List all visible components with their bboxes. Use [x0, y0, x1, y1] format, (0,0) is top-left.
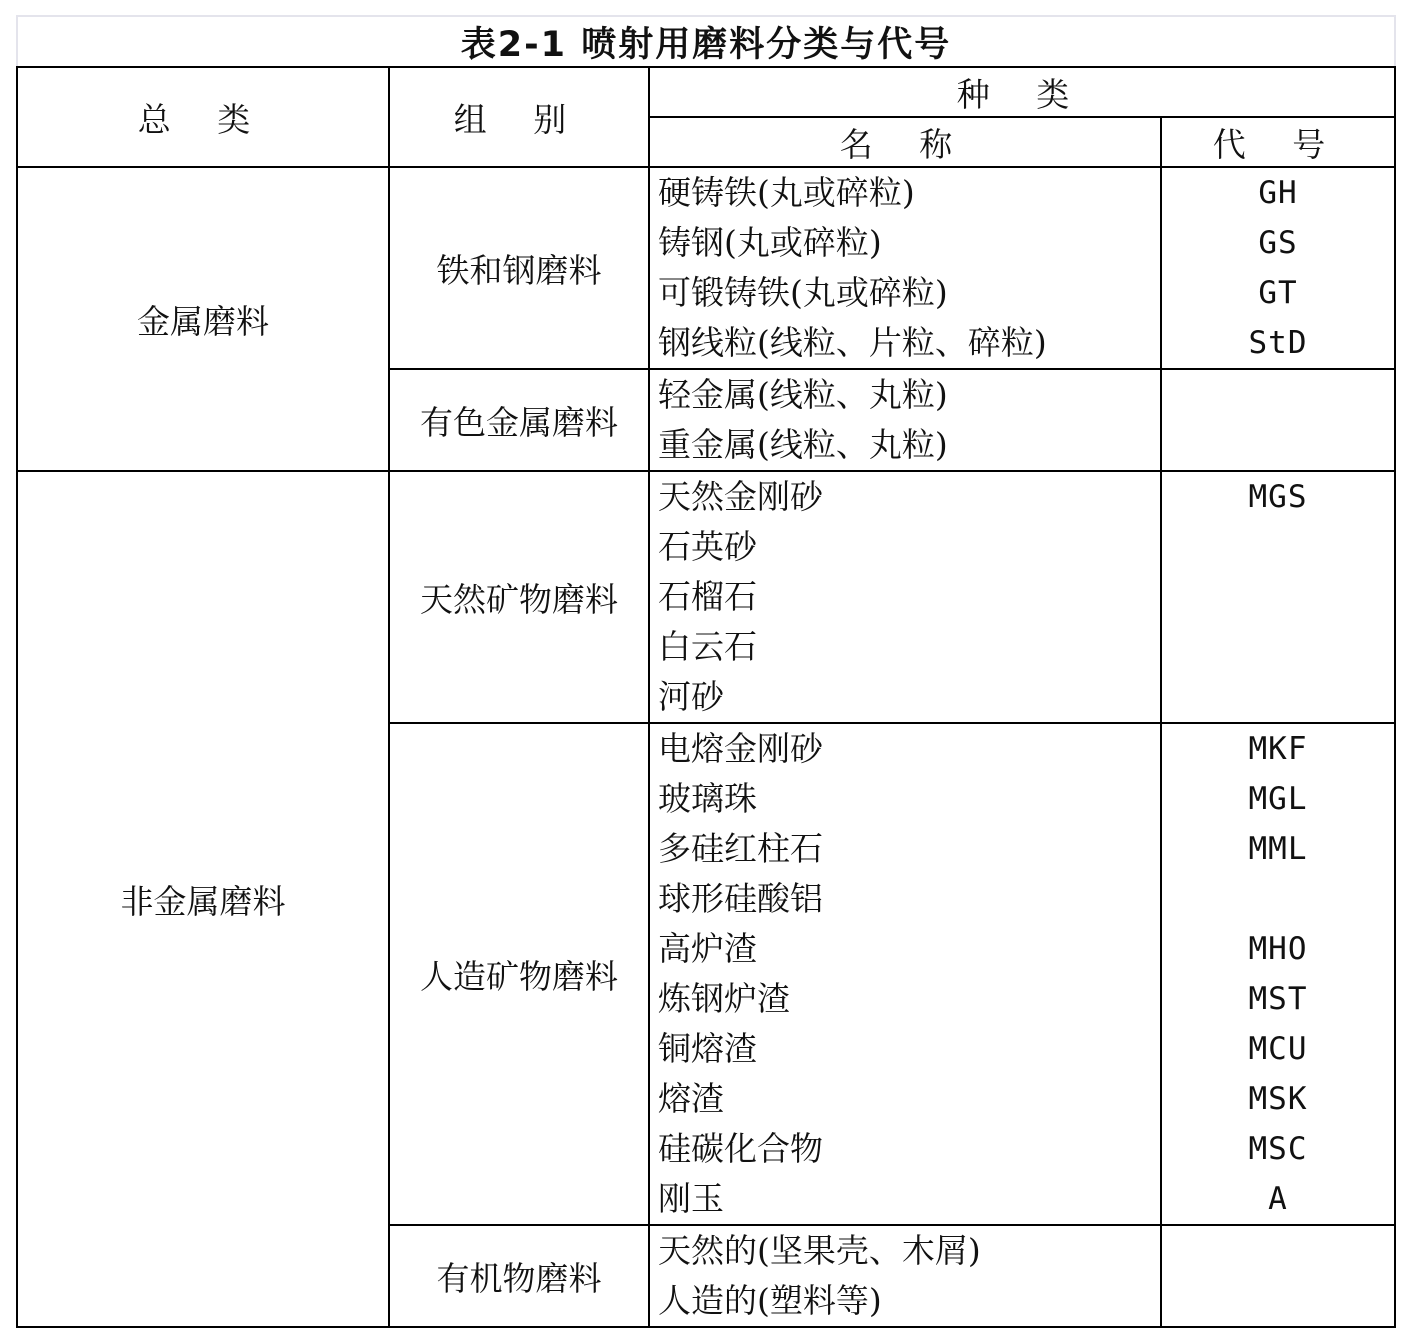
abrasive-code [1162, 1226, 1394, 1276]
abrasive-code [1162, 522, 1394, 572]
header-kind: 种 类 [649, 67, 1395, 117]
abrasive-code [1162, 672, 1394, 722]
abrasive-code: MSC [1248, 1131, 1308, 1167]
abrasive-name: 刚玉 [658, 1179, 724, 1218]
abrasive-code [1162, 572, 1394, 622]
group-cell: 铁和钢磨料 [389, 167, 649, 369]
abrasive-code: MST [1248, 981, 1308, 1017]
abrasive-name: 电熔金刚砂 [658, 729, 823, 768]
abrasive-code: StD [1248, 325, 1308, 361]
abrasive-name: 球形硅酸铝 [658, 879, 823, 918]
codes-cell [1161, 167, 1395, 369]
table-title: 表2-1 喷射用磨料分类与代号 [16, 15, 1396, 66]
abrasive-code: MGS [1248, 479, 1308, 515]
codes-cell [1161, 1225, 1395, 1327]
abrasive-name: 可锻铸铁(丸或碎粒) [658, 273, 948, 312]
group-cell: 天然矿物磨料 [389, 471, 649, 723]
abrasive-name: 玻璃珠 [658, 779, 757, 818]
header-row-1 [17, 67, 1395, 117]
abrasive-code: A [1268, 1181, 1288, 1217]
abrasive-name: 熔渣 [658, 1079, 724, 1118]
names-cell [649, 1225, 1161, 1327]
group-cell: 有机物磨料 [389, 1225, 649, 1327]
codes-cell [1161, 723, 1395, 1225]
names-cell [649, 723, 1161, 1225]
names-cell [649, 369, 1161, 471]
abrasive-name: 石英砂 [658, 527, 757, 566]
abrasive-code: GS [1258, 225, 1298, 261]
codes-cell [1161, 369, 1395, 471]
table-row [17, 471, 1395, 723]
abrasive-code [1162, 370, 1394, 420]
abrasive-name: 硅碳化合物 [658, 1129, 823, 1168]
names-cell [649, 471, 1161, 723]
abrasive-name: 天然金刚砂 [658, 477, 823, 516]
abrasive-code [1162, 1276, 1394, 1326]
abrasive-code: GT [1258, 275, 1298, 311]
abrasive-code [1162, 420, 1394, 470]
abrasive-name: 铸钢(丸或碎粒) [658, 223, 882, 262]
header-group: 组 别 [389, 67, 649, 167]
category-cell: 非金属磨料 [17, 471, 389, 1327]
codes-cell [1161, 471, 1395, 723]
table-row [17, 167, 1395, 369]
abrasive-code: MCU [1248, 1031, 1308, 1067]
abrasive-name: 石榴石 [658, 577, 757, 616]
names-cell [649, 167, 1161, 369]
abrasive-name: 高炉渣 [658, 929, 757, 968]
abrasive-name: 多硅红柱石 [658, 829, 823, 868]
abrasive-name: 白云石 [658, 627, 757, 666]
abrasive-name: 天然的(坚果壳、木屑) [658, 1231, 981, 1270]
abrasive-name: 钢线粒(线粒、片粒、碎粒) [658, 323, 1047, 362]
header-name: 名 称 [649, 117, 1161, 167]
abrasive-code [1162, 874, 1394, 924]
abrasive-name: 人造的(塑料等) [658, 1281, 882, 1320]
abrasive-name: 硬铸铁(丸或碎粒) [658, 173, 915, 212]
header-category: 总 类 [17, 67, 389, 167]
abrasive-name: 河砂 [658, 677, 724, 716]
abrasive-classification-table [16, 66, 1396, 1328]
abrasive-code: MGL [1248, 781, 1308, 817]
category-cell: 金属磨料 [17, 167, 389, 471]
abrasive-name: 铜熔渣 [658, 1029, 757, 1068]
header-code: 代 号 [1161, 117, 1395, 167]
abrasive-name: 重金属(线粒、丸粒) [658, 425, 948, 464]
abrasive-table-page [16, 15, 1396, 1328]
abrasive-code: MHO [1248, 931, 1308, 967]
abrasive-code: MML [1248, 831, 1308, 867]
abrasive-code: MSK [1248, 1081, 1308, 1117]
abrasive-code [1162, 622, 1394, 672]
abrasive-code: GH [1258, 175, 1298, 211]
group-cell: 人造矿物磨料 [389, 723, 649, 1225]
abrasive-name: 轻金属(线粒、丸粒) [658, 375, 948, 414]
abrasive-code: MKF [1248, 731, 1308, 767]
abrasive-name: 炼钢炉渣 [658, 979, 790, 1018]
group-cell: 有色金属磨料 [389, 369, 649, 471]
